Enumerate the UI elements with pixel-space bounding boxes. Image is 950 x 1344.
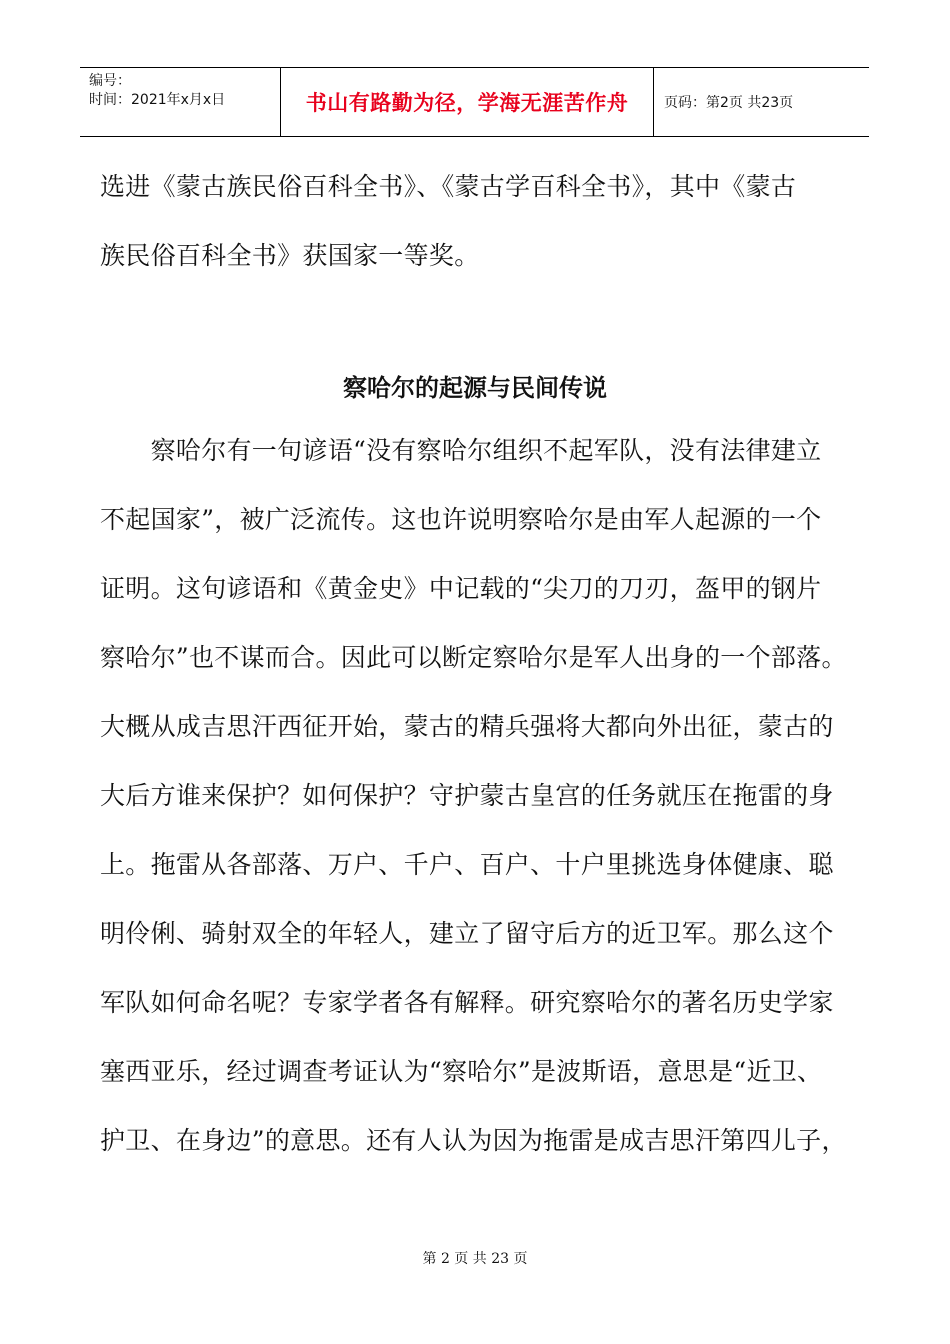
text-line: 塞西亚乐，经过调查考证认为“察哈尔”是波斯语，意思是“近卫、 [100,1057,823,1086]
page-footer: 第 2 页 共 23 页 [422,1251,528,1267]
header-motto: 书山有路勤为径，学海无涯苦作舟 [281,68,654,136]
text-line: 不起国家”，被广泛流传。这也许说明察哈尔是由军人起源的一个 [100,505,822,534]
document-date-label: 时间：2021年x月x日 [89,92,226,108]
text-line: 选进《蒙古族民俗百科全书》、《蒙古学百科全书》，其中《蒙古 [100,172,797,201]
header-meta-cell [80,68,281,136]
text-line: 明伶俐、骑射双全的年轻人，建立了留守后方的近卫军。那么这个 [100,919,834,948]
page-header [80,67,869,137]
section-title: 察哈尔的起源与民间传说 [343,373,607,402]
text-line: 证明。这句谚语和《黄金史》中记载的“尖刀的刀刃，盔甲的钢片 [100,574,822,603]
text-line: 上。拖雷从各部落、万户、千户、百户、十户里挑选身体健康、聪 [100,850,834,879]
header-page-info: 页码：第2页 共23页 [664,95,794,111]
text-line: 察哈尔”也不谋而合。因此可以断定察哈尔是军人出身的一个部落。 [100,643,847,672]
paragraph-body [100,416,870,1175]
text-line: 察哈尔有一句谚语“没有察哈尔组织不起军队，没有法律建立 [100,436,822,465]
text-line: 大后方谁来保护？如何保护？守护蒙古皇宫的任务就压在拖雷的身 [100,781,834,810]
text-line: 族民俗百科全书》获国家一等奖。 [100,241,480,270]
text-line: 大概从成吉思汗西征开始，蒙古的精兵强将大都向外出征，蒙古的 [100,712,834,741]
text-line: 护卫、在身边”的意思。还有人认为因为拖雷是成吉思汗第四儿子， [100,1126,847,1155]
text-line: 军队如何命名呢？专家学者各有解释。研究察哈尔的著名历史学家 [100,988,834,1017]
paragraph-intro [100,152,870,290]
document-number-label: 编号： [89,73,131,89]
